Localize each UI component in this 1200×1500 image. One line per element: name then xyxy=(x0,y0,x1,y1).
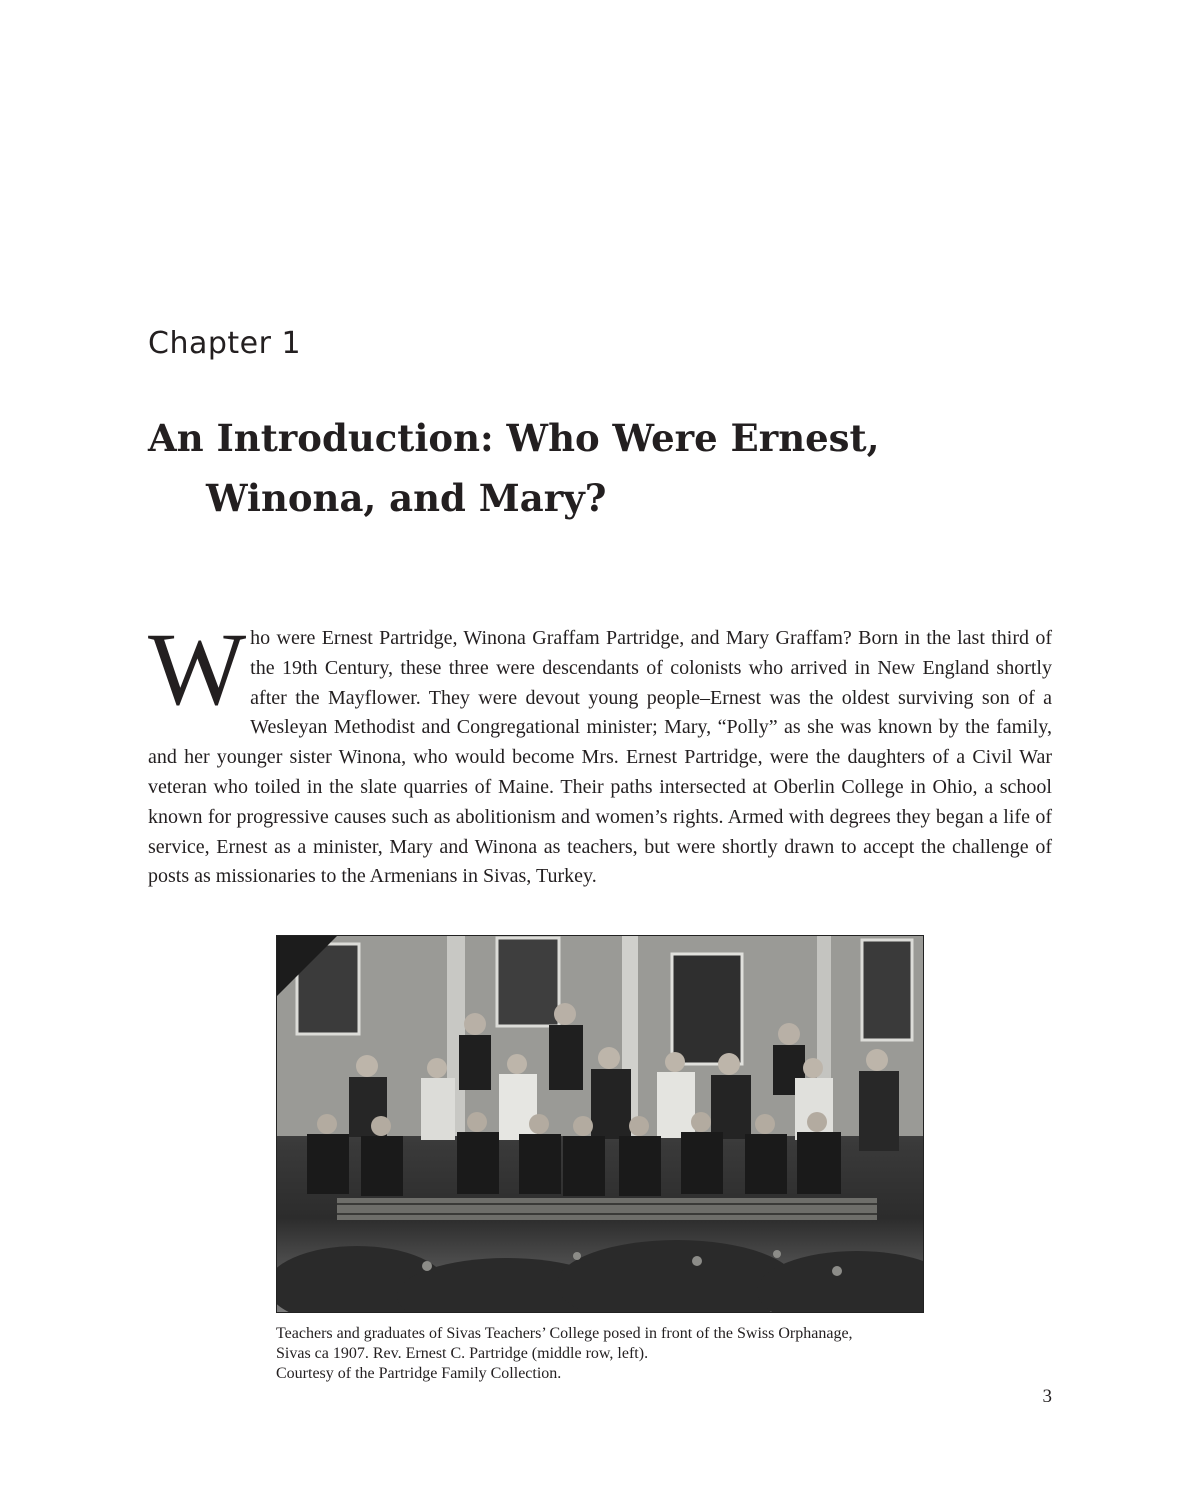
caption-line-1: Teachers and graduates of Sivas Teachers’ College posed in front of the Swiss Orphanage, xyxy=(276,1325,853,1342)
chapter-label: Chapter 1 xyxy=(148,326,302,361)
intro-paragraph xyxy=(148,612,1052,892)
page-number: 3 xyxy=(1042,1386,1052,1407)
intro-text: ho were Ernest Partridge, Winona Graffam Partridge, and Mary Graffam? Born in the last third of the 19th Century, these three were descendants of colonists who arrived in New England shortly after the Mayflower. They were devout young people–Ernest was the oldest surviving son of a Wesleyan Methodist and Congregational minister; Mary, “Polly” as she was known by the family, and her younger sister Winona, who would become Mrs. Ernest Partridge, were the daughters of a Civil War veteran who toiled in the slate quarries of Maine. Their paths intersected at Oberlin College in Ohio, a school known for progressive causes such as abolitionism and women’s rights. Armed with degrees they began a life of service, Ernest as a minister, Mary and Winona as teachers, but were shortly drawn to accept the challenge of posts as missionaries to the Armenians in Sivas, Turkey. xyxy=(148,627,1052,888)
chapter-title-line-2: Winona, and Mary? xyxy=(206,476,607,520)
chapter-title-line-1: An Introduction: Who Were Ernest, xyxy=(148,416,880,460)
caption-line-3: Courtesy of the Partridge Family Collection. xyxy=(276,1365,562,1382)
drop-cap: W xyxy=(148,612,247,727)
group-photograph xyxy=(276,935,924,1313)
photo-caption xyxy=(276,1324,936,1384)
chapter-title xyxy=(148,408,1048,528)
photograph-illustration xyxy=(277,936,923,1312)
caption-line-2: Sivas ca 1907. Rev. Ernest C. Partridge (middle row, left). xyxy=(276,1345,649,1362)
